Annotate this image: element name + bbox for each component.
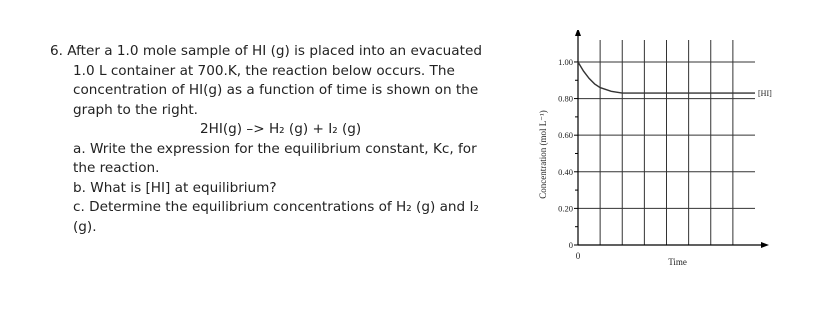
question-part-a: a. Write the expression for the equilibrium constant, Kc, for bbox=[73, 140, 477, 157]
y-tick-label: 0.40 bbox=[558, 166, 573, 177]
question-line-3: concentration of HI(g) as a function of time is shown on the bbox=[73, 82, 479, 98]
x-tick-label: 0 bbox=[575, 251, 581, 261]
y-axis-label: Concentration (mol L⁻¹) bbox=[538, 110, 548, 199]
concentration-time-chart bbox=[530, 30, 790, 280]
y-axis-arrow bbox=[575, 30, 581, 36]
question-line-2: 1.0 L container at 700.K, the reaction below occurs. The bbox=[73, 62, 455, 79]
question-part-b: b. What is [HI] at equilibrium? bbox=[73, 179, 277, 196]
question-part-a-cont: the reaction. bbox=[73, 160, 160, 176]
x-axis-label: Time bbox=[668, 257, 687, 267]
question-line-4: graph to the right. bbox=[73, 101, 198, 118]
question-text bbox=[50, 42, 520, 237]
question-part-c: c. Determine the equilibrium concentrations of H₂ (g) and I₂ bbox=[73, 199, 479, 215]
y-tick-label: 0.60 bbox=[558, 130, 573, 141]
y-tick-label: 0 bbox=[568, 240, 573, 250]
series-label-hi: [HI] bbox=[758, 89, 772, 99]
y-tick-label: 1.00 bbox=[558, 56, 573, 67]
y-tick-label: 0.80 bbox=[558, 93, 573, 104]
question-part-c-cont: (g). bbox=[73, 218, 97, 235]
question-line-1: 6. After a 1.0 mole sample of HI (g) is placed into an evacuated bbox=[50, 43, 482, 59]
reaction-equation: 2HI(g) –> H₂ (g) + I₂ (g) bbox=[200, 121, 362, 137]
y-tick-label: 0.20 bbox=[558, 203, 573, 214]
x-axis-arrow bbox=[761, 242, 769, 248]
